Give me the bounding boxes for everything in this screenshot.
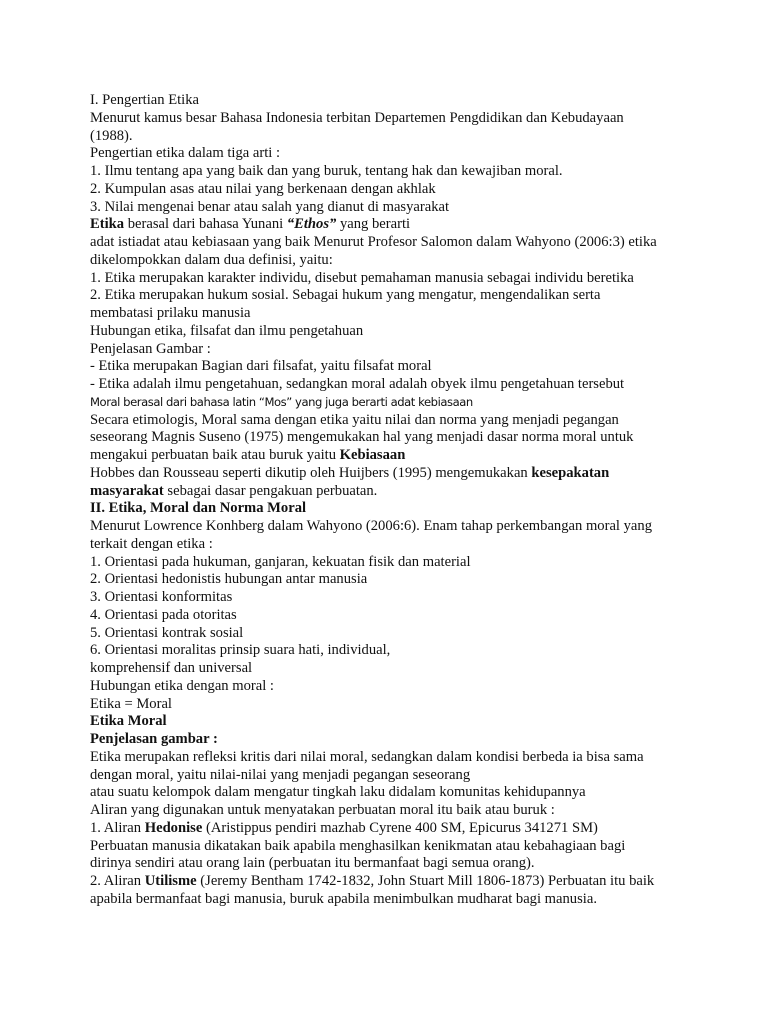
section-1-heading: I. Pengertian Etika: [90, 92, 200, 108]
masyarakat-term: masyarakat: [90, 482, 164, 499]
meaning-item-1: 1. Ilmu tentang apa yang baik dan yang buruk, tentang hak dan kewajiban moral.: [90, 163, 563, 179]
relation-heading-2: Hubungan etika dengan moral :: [90, 677, 274, 694]
etika-origin-tail: yang berarti: [336, 216, 411, 233]
explanation-heading-2: [90, 731, 700, 749]
stage-item-1: 1. Orientasi pada hukuman, ganjaran, kekuatan fisik dan material: [90, 553, 471, 570]
hedonise-desc-line-1: Perbuatan manusia dikatakan baik apabila menghasilkan kenikmatan atau kebahagiaan bagi: [90, 837, 626, 854]
utilisme-line: [90, 873, 700, 891]
section-2-heading: [90, 500, 700, 518]
hobbes-line-2: [90, 483, 700, 501]
stage-item-4: 4. Orientasi pada otoritas: [90, 606, 237, 623]
meaning-item-3: 3. Nilai mengenai benar atau salah yang dianut di masyarakat: [90, 198, 450, 215]
utilisme-tail: (Jeremy Bentham 1742-1832, John Stuart Mill 1806-1873) Perbuatan itu baik: [196, 873, 655, 889]
explanation-heading-1: Penjelasan Gambar :: [90, 340, 211, 357]
hobbes-line-1: [90, 465, 700, 483]
utilisme-term: Utilisme: [144, 873, 197, 889]
etika-origin-line: [90, 216, 700, 234]
hedonise-tail: (Aristippus pendiri mazhab Cyrene 400 SM, Epicurus 341271 SM): [202, 819, 598, 836]
etymology-line-2: seseorang Magnis Suseno (1975) mengemukakan hal yang menjadi dasar norma moral untuk: [90, 429, 634, 446]
kebiasaan-term: Kebiasaan: [339, 447, 406, 463]
source-line-1: Menurut kamus besar Bahasa Indonesia terbitan Departemen Pengdidikan dan Kebudayaan: [90, 109, 624, 126]
etika-equals-moral: Etika = Moral: [90, 695, 172, 712]
hedonise-prefix: 1. Aliran: [90, 819, 145, 836]
explanation-item-2: - Etika adalah ilmu pengetahuan, sedangkan moral adalah obyek ilmu pengetahuan tersebut: [90, 376, 625, 392]
three-meanings-intro: Pengertian etika dalam tiga arti :: [90, 145, 281, 162]
definition-1: 1. Etika merupakan karakter individu, disebut pemahaman manusia sebagai individu beretika: [90, 269, 634, 286]
meaning-item-2: 2. Kumpulan asas atau nilai yang berkenaan dengan akhlak: [90, 180, 436, 197]
hobbes-line-2-text: sebagai dasar pengakuan perbuatan.: [163, 482, 378, 499]
reflection-line-2: dengan moral, yaitu nilai-nilai yang menjadi pegangan seseorang: [90, 766, 471, 783]
hobbes-line-1-text: Hobbes dan Rousseau seperti dikutip oleh Huijbers (1995) mengemukakan: [90, 464, 532, 481]
kohlberg-line-2: terkait dengan etika :: [90, 535, 213, 552]
document-page: [90, 92, 700, 909]
reflection-line-3: atau suatu kelompok dalam mengatur tingkah laku didalam komunitas kehidupannya: [90, 784, 586, 801]
etika-moral-label: [90, 713, 700, 731]
utilisme-desc-line: apabila bermanfaat bagi manusia, buruk apabila menimbulkan mudharat bagi manusia.: [90, 890, 597, 907]
stage-item-3: 3. Orientasi konformitas: [90, 589, 233, 605]
section-2-heading-text: II. Etika, Moral dan Norma Moral: [90, 500, 307, 517]
salomon-line-2: dikelompokkan dalam dua definisi, yaitu:: [90, 251, 333, 268]
utilisme-prefix: 2. Aliran: [90, 873, 145, 889]
stage-item-2: 2. Orientasi hedonistis hubungan antar manusia: [90, 571, 368, 588]
etymology-line-3-text: mengakui perbuatan baik atau buruk yaitu: [90, 447, 340, 463]
stage-item-6-line-1: 6. Orientasi moralitas prinsip suara hati, individual,: [90, 642, 391, 659]
hedonise-desc-line-2: dirinya sendiri atau orang lain (perbuatan itu bermanfaat bagi semua orang).: [90, 855, 535, 872]
hedonise-term: Hedonise: [144, 819, 203, 836]
explanation-item-1: - Etika merupakan Bagian dari filsafat, yaitu filsafat moral: [90, 358, 432, 375]
stage-item-6-line-2: komprehensif dan universal: [90, 660, 253, 676]
etika-moral-label-text: Etika Moral: [90, 713, 167, 730]
stage-item-5: 5. Orientasi kontrak sosial: [90, 624, 244, 641]
moral-latin-line: Moral berasal dari bahasa latin “Mos” yang juga berarti adat kebiasaan: [90, 394, 473, 409]
schools-intro: Aliran yang digunakan untuk menyatakan perbuatan moral itu baik atau buruk :: [90, 802, 555, 818]
kohlberg-line-1: Menurut Lowrence Konhberg dalam Wahyono (2006:6). Enam tahap perkembangan moral yang: [90, 518, 653, 534]
source-line-2: (1988).: [90, 127, 133, 144]
explanation-heading-2-text: Penjelasan gambar :: [90, 731, 218, 747]
hedonise-line: [90, 820, 700, 838]
salomon-line-1: adat istiadat atau kebiasaan yang baik Menurut Profesor Salomon dalam Wahyono (2006:3) etika: [90, 234, 657, 250]
relation-heading-1: Hubungan etika, filsafat dan ilmu pengetahuan: [90, 322, 364, 339]
definition-2-line-2: membatasi prilaku manusia: [90, 305, 251, 321]
ethos-term: “Ethos”: [286, 216, 337, 233]
reflection-line-1: Etika merupakan refleksi kritis dari nilai moral, sedangkan dalam kondisi berbeda ia bisa sama: [90, 748, 644, 765]
etika-term: Etika: [90, 216, 125, 233]
kesepakatan-term: kesepakatan: [531, 464, 610, 481]
definition-2-line-1: 2. Etika merupakan hukum sosial. Sebagai hukum yang mengatur, mengendalikan serta: [90, 287, 601, 304]
etymology-line-1: Secara etimologis, Moral sama dengan etika yaitu nilai dan norma yang menjadi pegangan: [90, 411, 619, 428]
etika-origin-text: berasal dari bahasa Yunani: [124, 216, 287, 233]
etymology-line-3: [90, 447, 700, 465]
